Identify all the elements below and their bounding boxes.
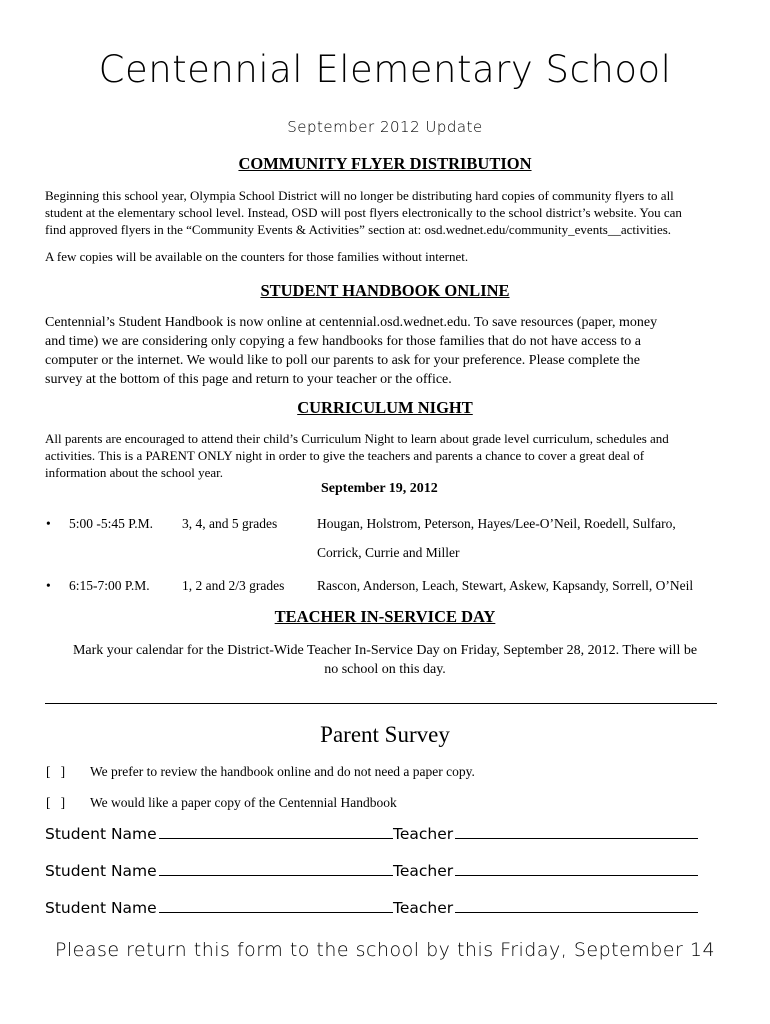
bullet-icon: •	[46, 516, 51, 531]
curriculum-date: September 19, 2012	[321, 481, 438, 496]
curriculum-line-2: activities. This is a PARENT ONLY night in order to give the teachers and parents a chance to cover a great deal of	[45, 448, 645, 463]
handbook-line-1: Centennial’s Student Handbook is now online at centennial.osd.wednet.edu. To save resources (paper, money	[45, 315, 658, 330]
return-instruction: Please return this form to the school by this Friday, September 14	[54, 939, 716, 961]
student-name-row	[45, 825, 393, 843]
option-paper-label: We would like a paper copy of the Centennial Handbook	[90, 795, 397, 810]
inservice-line-1: Mark your calendar for the District-Wide Teacher In-Service Day on Friday, September 28, 2012. There will be	[72, 643, 698, 658]
divider-line	[45, 703, 717, 704]
session-grades: 1, 2 and 2/3 grades	[182, 578, 285, 593]
session-time: 5:00 -5:45 P.M.	[69, 516, 154, 531]
session-teachers-cont: Corrick, Currie and Miller	[317, 545, 460, 560]
curriculum-heading: CURRICULUM NIGHT	[297, 398, 473, 417]
flyer-heading: COMMUNITY FLYER DISTRIBUTION	[238, 154, 532, 173]
handbook-heading: STUDENT HANDBOOK ONLINE	[260, 281, 510, 300]
inservice-line-2: no school on this day.	[324, 662, 446, 677]
student-name-row	[45, 862, 393, 880]
session-teachers: Hougan, Holstrom, Peterson, Hayes/Lee-O’Neil, Roedell, Sulfaro,	[317, 516, 676, 531]
handbook-line-3: computer or the internet. We would like to poll our parents to ask for your preference. Please complete the	[45, 353, 640, 368]
teacher-label: Teacher	[393, 899, 454, 917]
inservice-heading: TEACHER IN-SERVICE DAY	[274, 607, 496, 626]
curriculum-line-1: All parents are encouraged to attend their child’s Curriculum Night to learn about grade level curriculum, schedules and	[45, 431, 669, 446]
session-teachers: Rascon, Anderson, Leach, Stewart, Askew, Kapsandy, Sorrell, O’Neil	[317, 578, 694, 593]
session-time: 6:15-7:00 P.M.	[69, 578, 150, 593]
curriculum-line-3: information about the school year.	[45, 465, 223, 480]
flyer-line-1: Beginning this school year, Olympia School District will no longer be distributing hard copies of community flyers to all	[45, 188, 674, 203]
student-name-field[interactable]	[159, 863, 393, 876]
flyer-line-2: student at the elementary school level. Instead, OSD will post flyers electronically to the school district’s website. You can	[45, 205, 682, 220]
student-name-field[interactable]	[159, 826, 393, 839]
teacher-row	[393, 825, 698, 843]
student-name-label: Student Name	[45, 825, 157, 843]
handbook-line-4: survey at the bottom of this page and return to your teacher or the office.	[45, 372, 452, 387]
flyer-line-3: find approved flyers in the “Community Events & Activities” section at: osd.wednet.edu/community_events__activities.	[45, 222, 672, 237]
student-name-field[interactable]	[159, 900, 393, 913]
handbook-line-2: and time) we are considering only copying a few handbooks for those families that do not have access to a	[45, 334, 641, 349]
student-name-label: Student Name	[45, 899, 157, 917]
bullet-icon: •	[46, 578, 51, 593]
teacher-label: Teacher	[393, 825, 454, 843]
teacher-field[interactable]	[455, 863, 698, 876]
student-name-label: Student Name	[45, 862, 157, 880]
curriculum-paragraph	[45, 430, 737, 481]
teacher-label: Teacher	[393, 862, 454, 880]
survey-title: Parent Survey	[320, 722, 450, 747]
flyer-note: A few copies will be available on the counters for those families without internet.	[45, 249, 469, 264]
teacher-row	[393, 899, 698, 917]
teacher-field[interactable]	[455, 826, 698, 839]
session-grades: 3, 4, and 5 grades	[182, 516, 278, 531]
update-subtitle: September 2012 Update	[287, 118, 483, 136]
flyer-paragraph	[45, 187, 737, 238]
checkbox-paper[interactable]: [ ]	[46, 795, 66, 810]
handbook-paragraph	[45, 313, 737, 389]
option-online-label: We prefer to review the handbook online and do not need a paper copy.	[90, 764, 475, 779]
teacher-row	[393, 862, 698, 880]
inservice-paragraph	[0, 641, 770, 679]
student-name-row	[45, 899, 393, 917]
teacher-field[interactable]	[455, 900, 698, 913]
checkbox-online[interactable]: [ ]	[46, 764, 66, 779]
school-title: Centennial Elementary School	[98, 48, 672, 91]
